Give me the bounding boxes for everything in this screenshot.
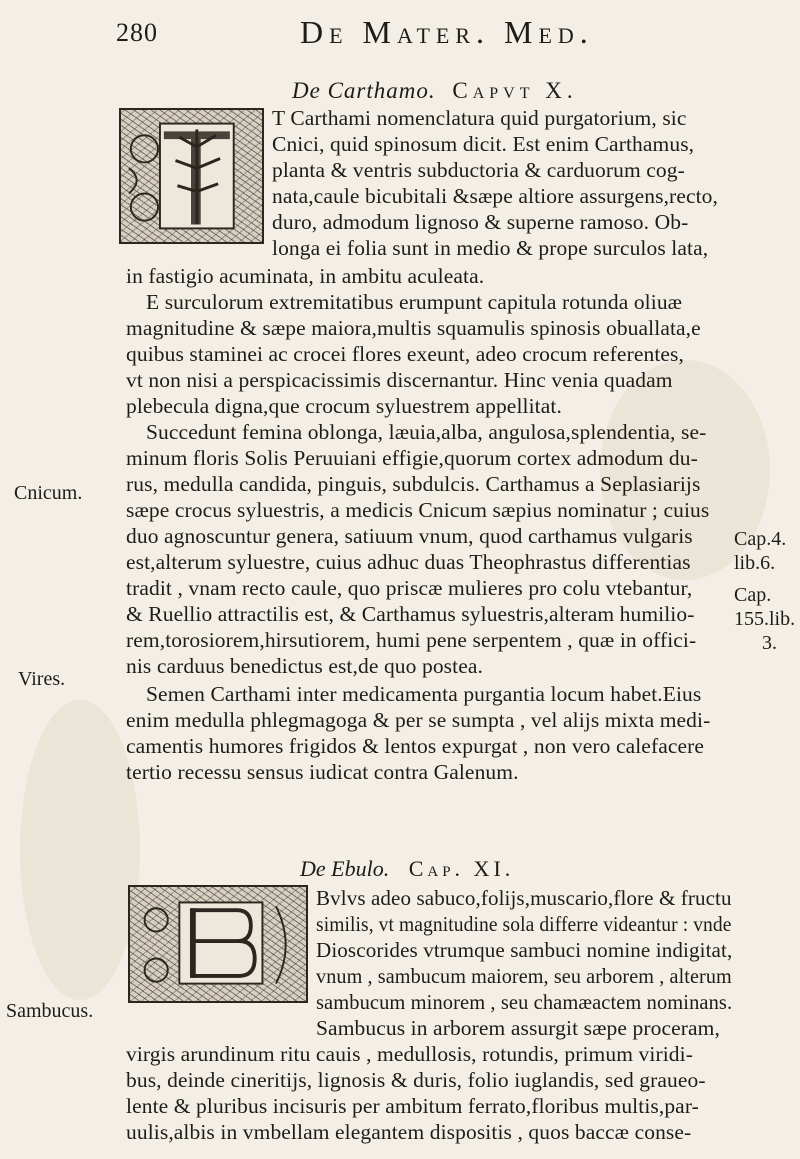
text-line: rus, medulla candida, pinguis, subdulcis. Carthamus a Seplasiarijs (126, 472, 701, 496)
text-line: sæpe crocus syluestris, a medicis Cnicum sæpius nominatur ; cuius (126, 498, 710, 522)
text-line: Sambucus in arborem assurgit sæpe proceram, (316, 1016, 720, 1040)
text-line: uulis,albis in vmbellam elegantem dispositis , quos baccæ conse- (126, 1120, 692, 1144)
text-line: tradit , vnam recto caule, quo priscæ mulieres pro colu vtebantur, (126, 576, 693, 600)
margin-note-vires: Vires. (18, 668, 66, 690)
text-line: Cnici, quid spinosum dicit. Est enim Carthamus, (272, 132, 695, 156)
text-line: Dioscorides vtrumque sambuci nomine indigitat, (316, 938, 733, 962)
text-line: rem,torosiorem,hirsutiorem, humi pene serpentem , quæ in offici- (126, 628, 697, 652)
thistle-engraving (121, 110, 262, 242)
chapter-title (292, 78, 578, 104)
text-line: Semen Carthami inter medicamenta purgantia locum habet.Eius (146, 682, 702, 706)
chapter-title (300, 856, 514, 882)
chapter-title-caps: Cap. XI. (408, 856, 515, 881)
chapter-title-italic: De Ebulo. (300, 856, 390, 881)
decorated-initial-woodcut (119, 108, 264, 244)
text-line: Bvlvs adeo sabuco,folijs,muscario,flore & fructu (316, 886, 732, 910)
margin-ref: lib.6. (734, 552, 776, 574)
text-line: duo agnoscuntur genera, satiuum vnum, quod carthamus vulgaris (126, 524, 693, 548)
text-line: sambucum minorem , seu chamæactem nominans. (316, 990, 733, 1014)
text-line: virgis arundinum ritu cauis , medullosis, rotundis, primum viridi- (126, 1042, 693, 1066)
text-line: est,alterum syluestre, cuius adhuc duas Theophrastus differentias (126, 550, 691, 574)
text-line: plebecula digna,que crocum syluestrem appellitat. (126, 394, 562, 418)
text-line: magnitudine & sæpe maiora,multis squamulis spinosis obuallata,e (126, 316, 701, 340)
text-line: E surculorum extremitatibus erumpunt capitula rotunda oliuæ (146, 290, 683, 314)
margin-note-sambucus: Sambucus. (6, 1000, 94, 1022)
elder-engraving (130, 887, 306, 1001)
chapter-title-italic: De Carthamo. (292, 78, 436, 103)
margin-ref: Cap. (734, 584, 772, 606)
text-line: in fastigio acuminata, in ambitu aculeata. (126, 264, 485, 288)
chapter-title-caps: Capvt X. (452, 78, 578, 103)
text-line: longa ei folia sunt in medio & prope surculos lata, (272, 236, 709, 260)
text-line: & Ruellio attractilis est, & Carthamus syluestris,alteram humilio- (126, 602, 695, 626)
paper-stain (20, 700, 140, 1000)
page-number: 280 (116, 18, 158, 47)
text-line: lente & pluribus incisuris per ambitum ferrato,floribus multis,par- (126, 1094, 699, 1118)
text-line: planta & ventris subductoria & carduorum cog- (272, 158, 685, 182)
text-line: Succedunt femina oblonga, læuia,alba, angulosa,splendentia, se- (146, 420, 707, 444)
text-line: similis, vt magnitudine sola differre videantur : vnde (316, 912, 732, 936)
running-title: De Mater. Med. (300, 14, 594, 50)
margin-note-cnicum: Cnicum. (14, 482, 83, 504)
text-line: camentis humores frigidos & lentos expurgat , non vero calefacere (126, 734, 705, 758)
text-line: T Carthami nomenclatura quid purgatorium, sic (272, 106, 687, 130)
text-line: quibus staminei ac crocei flores exeunt, adeo crocum referentes, (126, 342, 684, 366)
text-line: bus, deinde cineritijs, lignosis & duris, folio iuglandis, sed graueo- (126, 1068, 706, 1092)
text-line: tertio recessu sensus iudicat contra Galenum. (126, 760, 519, 784)
margin-ref: Cap.4. (734, 528, 787, 550)
text-line: vt non nisi a perspicacissimis discernantur. Hinc venia quadam (126, 368, 673, 392)
text-line: nata,caule bicubitali &sæpe altiore assurgens,recto, (272, 184, 719, 208)
decorated-initial-woodcut (128, 885, 308, 1003)
text-line: enim medulla phlegmagoga & per se sumpta , vel alijs mixta medi- (126, 708, 711, 732)
margin-ref: 155.lib. (734, 608, 796, 630)
margin-ref: 3. (762, 632, 777, 654)
text-line: vnum , sambucum maiorem, seu arborem , alterum (316, 964, 732, 988)
text-line: nis carduus benedictus est,de quo postea. (126, 654, 483, 678)
text-line: minum floris Solis Peruuiani effigie,quorum cortex admodum du- (126, 446, 698, 470)
text-line: duro, admodum lignoso & superne ramoso. Ob- (272, 210, 689, 234)
